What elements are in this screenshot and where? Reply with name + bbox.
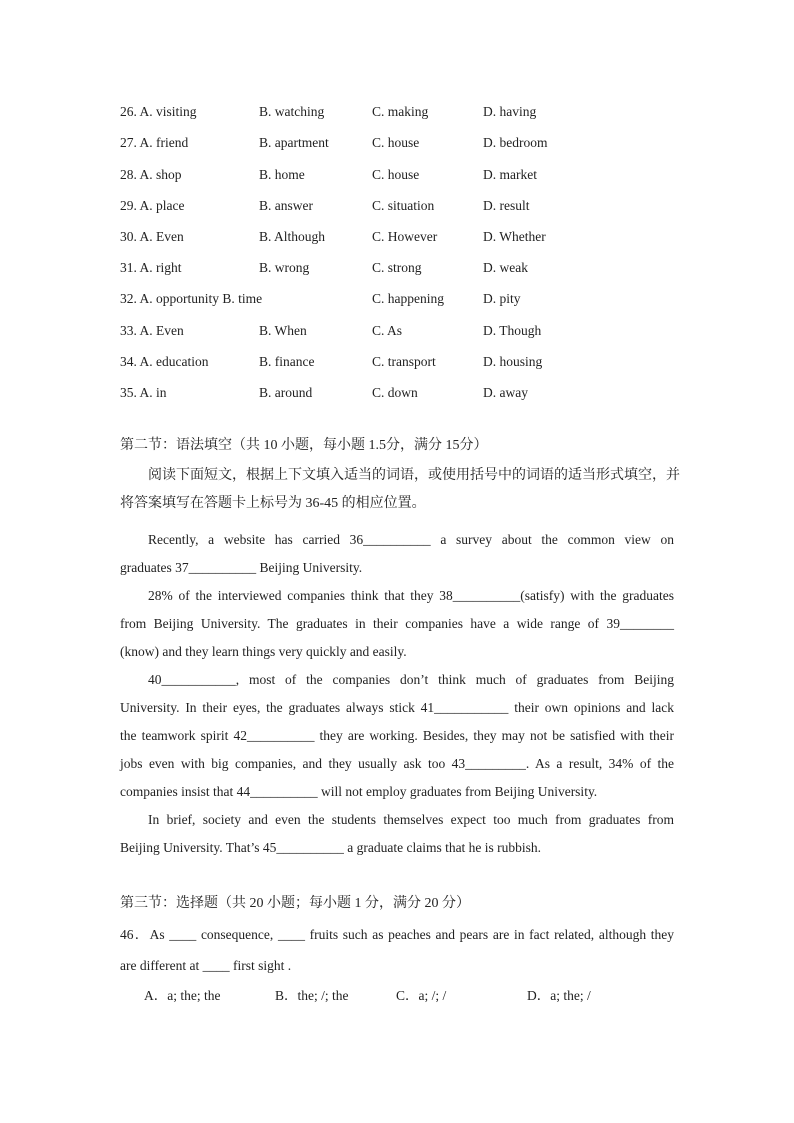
passage-line: graduates 37__________ Beijing University. [120, 560, 363, 575]
option-a: 29. A. place [120, 198, 185, 213]
option-b: B. watching [259, 104, 325, 119]
q46-option-d: D．a; the; / [527, 988, 591, 1003]
option-a: 32. A. opportunity B. time [120, 291, 263, 306]
option-d: D. weak [483, 260, 528, 275]
passage-line: companies insist that 44__________ will not employ graduates from Beijing University. [120, 784, 598, 799]
passage-line: jobs even with big companies, and they usually ask too 43_________. As a result, 34% of the [120, 756, 674, 771]
option-c: C. transport [372, 354, 436, 369]
option-c: C. situation [372, 198, 435, 213]
option-c: C. down [372, 385, 418, 400]
passage-line: the teamwork spirit 42__________ they are working. Besides, they may not be satisfied with their [120, 728, 674, 743]
option-d: D. market [483, 167, 537, 182]
passage-paragraph-1 [120, 526, 674, 582]
option-d: D. away [483, 385, 528, 400]
q46-option-b: B．the; /; the [275, 988, 349, 1003]
passage-paragraph-3 [120, 666, 674, 806]
passage-paragraph-4 [120, 806, 674, 862]
option-b: B. Although [259, 229, 326, 244]
option-a: 26. A. visiting [120, 104, 197, 119]
option-c: C. However [372, 229, 438, 244]
section2-heading: 第二节：语法填空（共 10 小题，每小题 1.5分，满分 15分） [120, 438, 488, 453]
option-d: D. pity [483, 291, 521, 306]
option-c: C. house [372, 135, 420, 150]
section2-instructions [120, 462, 680, 518]
instructions-line: 阅读下面短文，根据上下文填入适当的词语，或使用括号中的词语的适当形式填空，并 [148, 468, 680, 483]
passage-line: from Beijing University. The graduates in their companies have a wide range of 39________ [120, 616, 674, 631]
option-d: D. Whether [483, 229, 546, 244]
option-b: B. apartment [259, 135, 329, 150]
q46-option-c: C．a; /; / [396, 988, 447, 1003]
option-d: D. Though [483, 323, 542, 338]
passage-line: In brief, society and even the students themselves expect too much from graduates from [148, 812, 674, 827]
option-b: B. When [259, 323, 307, 338]
option-b: B. answer [259, 198, 313, 213]
option-a: 35. A. in [120, 385, 167, 400]
option-a: 28. A. shop [120, 167, 182, 182]
instructions-line: 将答案填写在答题卡上标号为 36-45 的相应位置。 [120, 496, 426, 511]
option-b: B. wrong [259, 260, 310, 275]
option-a: 31. A. right [120, 260, 182, 275]
option-c: C. house [372, 167, 420, 182]
passage-line: University. In their eyes, the graduates always stick 41___________ their own opinions and lack [120, 700, 674, 715]
option-c: C. strong [372, 260, 422, 275]
option-a: 30. A. Even [120, 229, 184, 244]
passage-line: 28% of the interviewed companies think that they 38__________(satisfy) with the graduates [148, 588, 674, 603]
option-a: 27. A. friend [120, 135, 189, 150]
section3-heading: 第三节：选择题（共 20 小题；每小题 1 分，满分 20 分） [120, 896, 470, 911]
option-c: C. making [372, 104, 429, 119]
option-a: 34. A. education [120, 354, 209, 369]
option-c: C. happening [372, 291, 444, 306]
question-line: 46．As ____ consequence, ____ fruits such as peaches and pears are in fact related, although they [120, 927, 674, 942]
option-d: D. housing [483, 354, 543, 369]
passage-line: 40___________, most of the companies don’t think much of graduates from Beijing [148, 672, 674, 687]
passage-line: Beijing University. That’s 45__________ a graduate claims that he is rubbish. [120, 840, 542, 855]
question-line: are different at ____ first sight . [120, 958, 292, 973]
option-b: B. finance [259, 354, 315, 369]
passage-paragraph-2 [120, 582, 674, 666]
option-b: B. home [259, 167, 305, 182]
option-a: 33. A. Even [120, 323, 184, 338]
question-46 [120, 919, 674, 981]
option-c: C. As [372, 323, 403, 338]
passage-line: (know) and they learn things very quickly and easily. [120, 644, 407, 659]
q46-option-a: A．a; the; the [144, 988, 221, 1003]
option-b: B. around [259, 385, 313, 400]
passage-line: Recently, a website has carried 36__________ a survey about the common view on [148, 532, 674, 547]
option-d: D. having [483, 104, 537, 119]
option-d: D. bedroom [483, 135, 548, 150]
option-d: D. result [483, 198, 530, 213]
